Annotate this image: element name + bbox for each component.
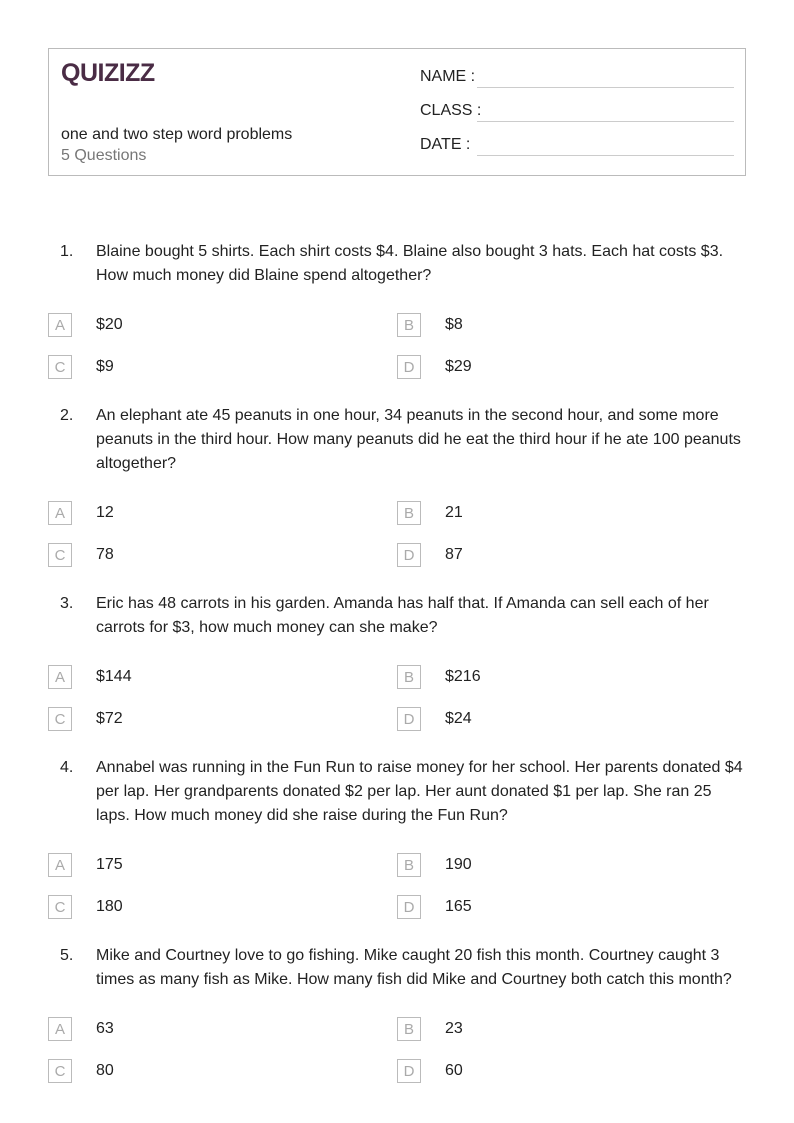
answer-option[interactable] — [48, 844, 397, 886]
option-letter-box[interactable]: C — [48, 543, 72, 567]
option-text: $8 — [445, 316, 463, 333]
question-list — [48, 240, 748, 1108]
option-text: 190 — [445, 856, 472, 873]
question-number: 1. — [60, 243, 74, 260]
answer-option[interactable] — [48, 656, 397, 698]
option-text: $9 — [96, 358, 114, 375]
option-letter-box[interactable]: D — [397, 1059, 421, 1083]
option-text: $144 — [96, 668, 132, 685]
answer-option[interactable] — [48, 1008, 397, 1050]
answer-option[interactable] — [397, 534, 746, 576]
answer-option[interactable] — [48, 534, 397, 576]
option-text: 175 — [96, 856, 123, 873]
answer-options — [48, 1008, 748, 1092]
answer-option[interactable] — [397, 304, 746, 346]
option-text: $216 — [445, 668, 481, 685]
answer-option[interactable] — [397, 698, 746, 740]
question — [48, 240, 748, 388]
answer-option[interactable] — [397, 346, 746, 388]
option-letter-box[interactable]: B — [397, 1017, 421, 1041]
option-letter-box[interactable]: C — [48, 1059, 72, 1083]
answer-options — [48, 656, 748, 740]
answer-options — [48, 492, 748, 576]
class-line — [477, 121, 734, 122]
option-letter-box[interactable]: A — [48, 665, 72, 689]
answer-option[interactable] — [397, 886, 746, 928]
option-text: 80 — [96, 1062, 114, 1079]
option-letter-box[interactable]: A — [48, 501, 72, 525]
name-field[interactable] — [420, 66, 734, 90]
option-letter-box[interactable]: D — [397, 543, 421, 567]
answer-option[interactable] — [48, 1050, 397, 1092]
question-text: Mike and Courtney love to go fishing. Mike caught 20 fish this month. Courtney caught 3 times as many fish as Mike. How many fish did Mike and Courtney both catch this month? — [96, 947, 732, 988]
option-text: $20 — [96, 316, 123, 333]
answer-option[interactable] — [397, 844, 746, 886]
answer-option[interactable] — [397, 656, 746, 698]
quizizz-logo: QUIZIZZ — [61, 59, 155, 87]
question — [48, 944, 748, 1092]
date-label: DATE : — [420, 136, 471, 153]
question — [48, 592, 748, 740]
answer-option[interactable] — [397, 1050, 746, 1092]
option-text: $24 — [445, 710, 472, 727]
option-letter-box[interactable]: D — [397, 355, 421, 379]
option-text: $29 — [445, 358, 472, 375]
option-text: 60 — [445, 1062, 463, 1079]
question-number: 3. — [60, 595, 74, 612]
answer-option[interactable] — [397, 1008, 746, 1050]
option-letter-box[interactable]: D — [397, 895, 421, 919]
question-text: Blaine bought 5 shirts. Each shirt costs $4. Blaine also bought 3 hats. Each hat costs $3. How much money did Blaine spend altogether? — [96, 243, 724, 284]
answer-option[interactable] — [48, 492, 397, 534]
question-text: Eric has 48 carrots in his garden. Amanda has half that. If Amanda can sell each of her carrots for $3, how much money can she make? — [96, 595, 709, 636]
answer-option[interactable] — [397, 492, 746, 534]
name-line — [477, 87, 734, 88]
option-letter-box[interactable]: A — [48, 313, 72, 337]
option-letter-box[interactable]: A — [48, 853, 72, 877]
option-text: 87 — [445, 546, 463, 563]
option-text: 63 — [96, 1020, 114, 1037]
name-label: NAME : — [420, 68, 476, 85]
option-text: 78 — [96, 546, 114, 563]
option-letter-box[interactable]: D — [397, 707, 421, 731]
option-text: 21 — [445, 504, 463, 521]
question-number: 2. — [60, 407, 74, 424]
answer-option[interactable] — [48, 346, 397, 388]
class-field[interactable] — [420, 100, 734, 124]
answer-options — [48, 844, 748, 928]
option-letter-box[interactable]: C — [48, 707, 72, 731]
option-letter-box[interactable]: B — [397, 501, 421, 525]
question — [48, 404, 748, 576]
option-letter-box[interactable]: A — [48, 1017, 72, 1041]
question-text: An elephant ate 45 peanuts in one hour, 34 peanuts in the second hour, and some more peanuts in the third hour. How many peanuts did he eat the third hour if he ate 100 peanuts altogether? — [96, 407, 741, 472]
option-letter-box[interactable]: B — [397, 665, 421, 689]
class-label: CLASS : — [420, 102, 482, 119]
question — [48, 756, 748, 928]
option-letter-box[interactable]: C — [48, 355, 72, 379]
worksheet-header — [48, 48, 746, 176]
option-letter-box[interactable]: B — [397, 853, 421, 877]
date-line — [477, 155, 734, 156]
answer-option[interactable] — [48, 698, 397, 740]
answer-options — [48, 304, 748, 388]
option-text: 165 — [445, 898, 472, 915]
option-text: $72 — [96, 710, 123, 727]
date-field[interactable] — [420, 134, 734, 158]
answer-option[interactable] — [48, 304, 397, 346]
question-text: Annabel was running in the Fun Run to raise money for her school. Her parents donated $4 per lap. Her grandparents donated $2 per lap. Her aunt donated $1 per lap. She ran 25 laps. How much money did she raise during the Fun Run? — [96, 759, 743, 824]
option-letter-box[interactable]: C — [48, 895, 72, 919]
question-number: 5. — [60, 947, 74, 964]
question-count: 5 Questions — [61, 147, 147, 164]
option-letter-box[interactable]: B — [397, 313, 421, 337]
option-text: 180 — [96, 898, 123, 915]
answer-option[interactable] — [48, 886, 397, 928]
question-number: 4. — [60, 759, 74, 776]
worksheet-title: one and two step word problems — [61, 126, 293, 143]
option-text: 12 — [96, 504, 114, 521]
option-text: 23 — [445, 1020, 463, 1037]
